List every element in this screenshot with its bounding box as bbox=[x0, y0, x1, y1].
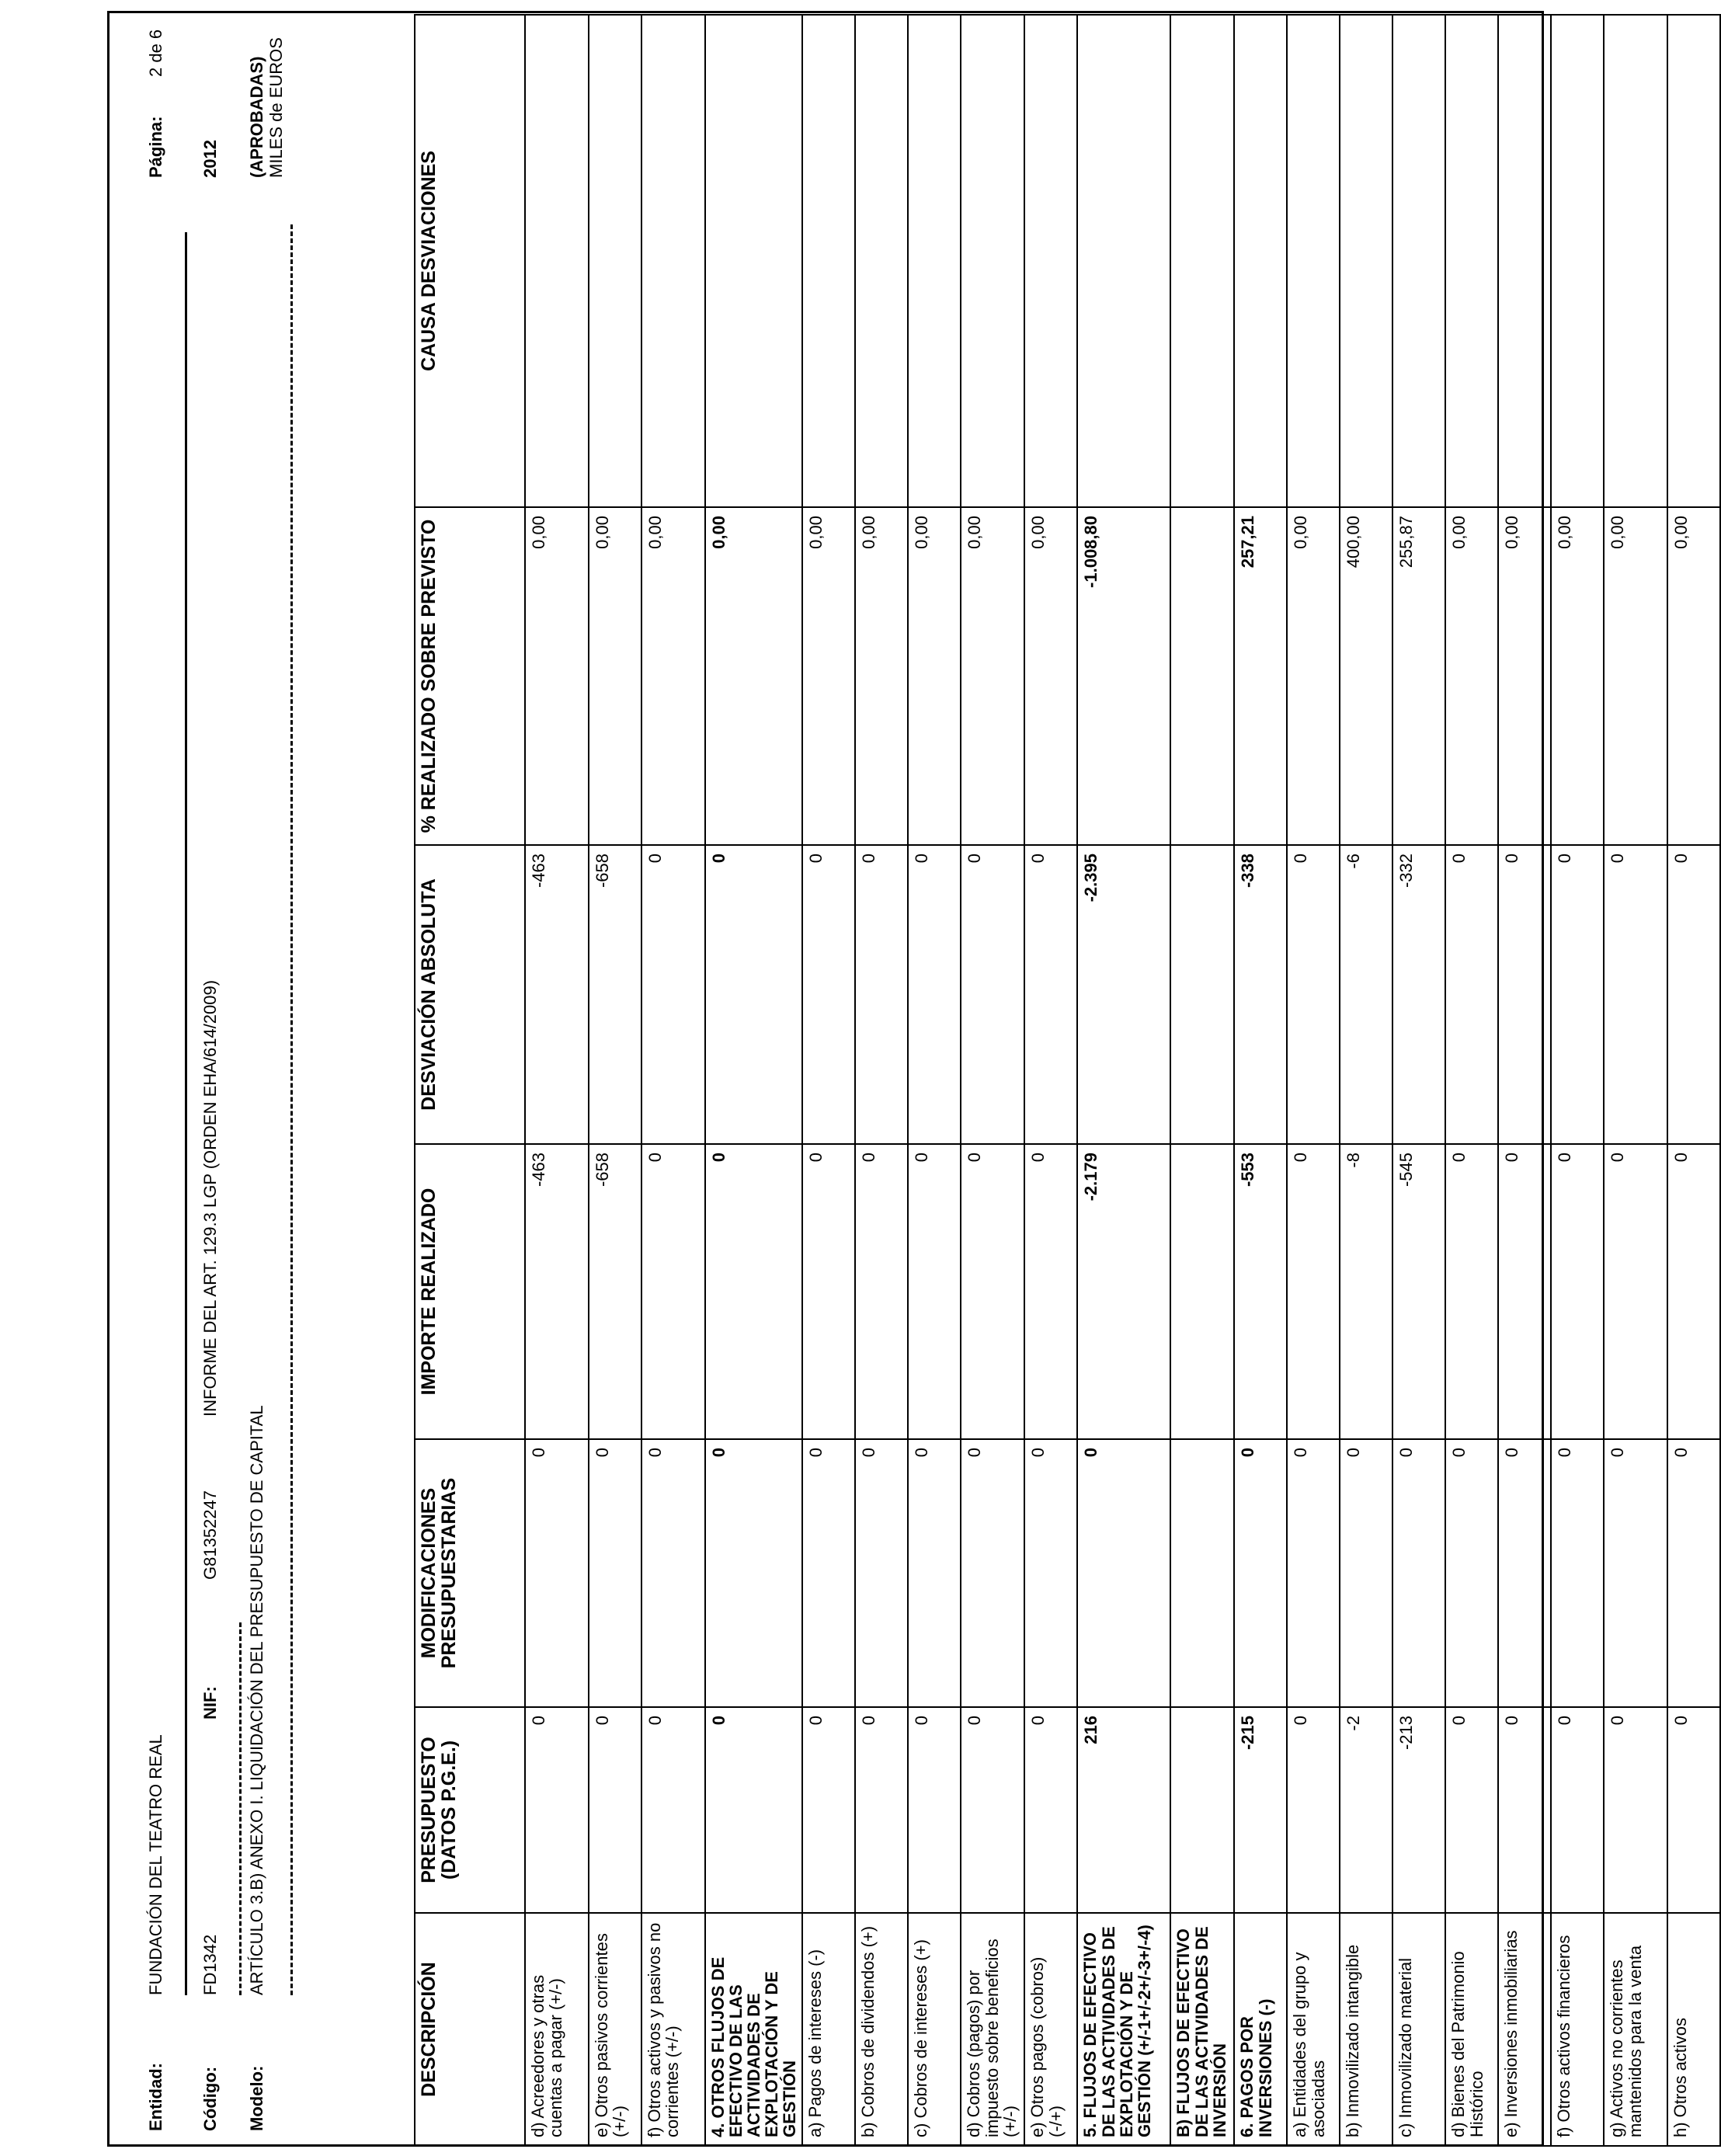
cell-descripcion: B) FLUJOS DE EFECTIVO DE LAS ACTIVIDADES DE INVERSIÓN bbox=[1170, 1913, 1234, 2146]
cell-descripcion: d) Bienes del Patrimonio Histórico bbox=[1445, 1913, 1498, 2146]
cell-modificaciones: 0 bbox=[961, 1439, 1024, 1707]
codigo-label: Código: bbox=[200, 2066, 220, 2131]
cell-importe-realizado: 0 bbox=[1024, 1144, 1077, 1439]
cell-desviacion-absoluta: 0 bbox=[961, 845, 1024, 1144]
cell-presupuesto: 0 bbox=[641, 1707, 705, 1913]
aprobadas: (APROBADAS) bbox=[247, 56, 266, 178]
cell-descripcion: e) Otros pagos (cobros) (-/+) bbox=[1024, 1913, 1077, 2146]
cell-descripcion: c) Cobros de intereses (+) bbox=[908, 1913, 961, 2146]
table-row bbox=[1498, 15, 1551, 2146]
cell-desviacion-absoluta: 0 bbox=[802, 845, 855, 1144]
cell-importe-realizado: 0 bbox=[641, 1144, 705, 1439]
cell-modificaciones: 0 bbox=[1604, 1439, 1667, 1707]
cell-modificaciones: 0 bbox=[802, 1439, 855, 1707]
cell-modificaciones: 0 bbox=[1077, 1439, 1170, 1707]
cell-modificaciones: 0 bbox=[641, 1439, 705, 1707]
cell-desviacion-absoluta: 0 bbox=[641, 845, 705, 1144]
nif-label: NIF: bbox=[200, 1686, 220, 1720]
table-row bbox=[1392, 15, 1445, 2146]
cell-causa-desviaciones bbox=[855, 15, 908, 507]
cell-causa-desviaciones bbox=[641, 15, 705, 507]
cell-importe-realizado: 0 bbox=[961, 1144, 1024, 1439]
cell-desviacion-absoluta: 0 bbox=[1445, 845, 1498, 1144]
cell-porcentaje-realizado: 0,00 bbox=[908, 507, 961, 845]
cell-causa-desviaciones bbox=[1077, 15, 1170, 507]
cell-presupuesto: 0 bbox=[589, 1707, 641, 1913]
cell-causa-desviaciones bbox=[1392, 15, 1445, 507]
cell-porcentaje-realizado: 0,00 bbox=[855, 507, 908, 845]
cell-importe-realizado: 0 bbox=[1287, 1144, 1340, 1439]
cell-causa-desviaciones bbox=[1667, 15, 1720, 507]
cell-presupuesto: 0 bbox=[961, 1707, 1024, 1913]
cell-presupuesto: 0 bbox=[1024, 1707, 1077, 1913]
table-row bbox=[1551, 15, 1604, 2146]
cell-porcentaje-realizado: 0,00 bbox=[961, 507, 1024, 845]
cell-presupuesto: 0 bbox=[705, 1707, 802, 1913]
cell-importe-realizado: 0 bbox=[908, 1144, 961, 1439]
table-body bbox=[525, 15, 1720, 2146]
modelo-value: ARTÍCULO 3.B) ANEXO I. LIQUIDACIÓN DEL PRESUPUESTO DE CAPITAL bbox=[247, 1405, 266, 1995]
table-row bbox=[1445, 15, 1498, 2146]
cell-importe-realizado: -2.179 bbox=[1077, 1144, 1170, 1439]
cell-descripcion: e) Otros pasivos corrientes (+/-) bbox=[589, 1913, 641, 2146]
cell-desviacion-absoluta: 0 bbox=[705, 845, 802, 1144]
cell-causa-desviaciones bbox=[589, 15, 641, 507]
col-importe-realizado: IMPORTE REALIZADO bbox=[415, 1144, 525, 1439]
table-row bbox=[908, 15, 961, 2146]
cell-causa-desviaciones bbox=[1551, 15, 1604, 507]
cell-porcentaje-realizado: 255,87 bbox=[1392, 507, 1445, 845]
cell-presupuesto bbox=[1170, 1707, 1234, 1913]
cell-causa-desviaciones bbox=[1340, 15, 1392, 507]
col-descripcion: DESCRIPCIÓN bbox=[415, 1913, 525, 2146]
header-underline bbox=[185, 232, 187, 1995]
cell-presupuesto: 0 bbox=[525, 1707, 589, 1913]
cell-presupuesto: 0 bbox=[1445, 1707, 1498, 1913]
cell-descripcion: b) Inmovilizado intangible bbox=[1340, 1913, 1392, 2146]
cell-causa-desviaciones bbox=[1498, 15, 1551, 507]
table-row bbox=[1234, 15, 1287, 2146]
cell-importe-realizado: 0 bbox=[802, 1144, 855, 1439]
cell-presupuesto: 0 bbox=[908, 1707, 961, 1913]
cell-desviacion-absoluta: 0 bbox=[908, 845, 961, 1144]
cell-modificaciones: 0 bbox=[705, 1439, 802, 1707]
nif-value: G81352247 bbox=[200, 1490, 220, 1580]
cell-causa-desviaciones bbox=[1024, 15, 1077, 507]
table-row bbox=[705, 15, 802, 2146]
cell-porcentaje-realizado: 400,00 bbox=[1340, 507, 1392, 845]
cell-modificaciones: 0 bbox=[1551, 1439, 1604, 1707]
cell-modificaciones bbox=[1170, 1439, 1234, 1707]
cell-descripcion: a) Entidades del grupo y asociadas bbox=[1287, 1913, 1340, 2146]
cell-presupuesto: 0 bbox=[1498, 1707, 1551, 1913]
cell-causa-desviaciones bbox=[802, 15, 855, 507]
cell-descripcion: a) Pagos de intereses (-) bbox=[802, 1913, 855, 2146]
entidad-value: FUNDACIÓN DEL TEATRO REAL bbox=[146, 1734, 165, 1995]
cell-porcentaje-realizado: 0,00 bbox=[1445, 507, 1498, 845]
table-row bbox=[855, 15, 908, 2146]
cell-modificaciones: 0 bbox=[1024, 1439, 1077, 1707]
cell-presupuesto: -215 bbox=[1234, 1707, 1287, 1913]
cell-presupuesto: 0 bbox=[1604, 1707, 1667, 1913]
cell-importe-realizado: 0 bbox=[1498, 1144, 1551, 1439]
cell-descripcion: e) Inversiones inmobiliarias bbox=[1498, 1913, 1551, 2146]
table-row bbox=[1170, 15, 1234, 2146]
cell-descripcion: c) Inmovilizado material bbox=[1392, 1913, 1445, 2146]
cell-descripcion: f) Otros activos financieros bbox=[1551, 1913, 1604, 2146]
liquidacion-table bbox=[414, 14, 1721, 2147]
cell-porcentaje-realizado: 0,00 bbox=[1551, 507, 1604, 845]
cell-porcentaje-realizado: 0,00 bbox=[1287, 507, 1340, 845]
cell-desviacion-absoluta: 0 bbox=[1287, 845, 1340, 1144]
cell-importe-realizado: -553 bbox=[1234, 1144, 1287, 1439]
cell-presupuesto: 0 bbox=[855, 1707, 908, 1913]
cell-modificaciones: 0 bbox=[1234, 1439, 1287, 1707]
cell-importe-realizado: 0 bbox=[1551, 1144, 1604, 1439]
cell-modificaciones: 0 bbox=[1498, 1439, 1551, 1707]
cell-descripcion: d) Cobros (pagos) por impuesto sobre beneficios (+/-) bbox=[961, 1913, 1024, 2146]
cell-porcentaje-realizado: -1.008,80 bbox=[1077, 507, 1170, 845]
cell-desviacion-absoluta: -2.395 bbox=[1077, 845, 1170, 1144]
cell-descripcion: d) Acreedores y otras cuentas a pagar (+/-) bbox=[525, 1913, 589, 2146]
col-porcentaje-realizado: % REALIZADO SOBRE PREVISTO bbox=[415, 507, 525, 845]
cell-causa-desviaciones bbox=[705, 15, 802, 507]
cell-presupuesto: 0 bbox=[1287, 1707, 1340, 1913]
table-header-row bbox=[415, 15, 525, 2146]
cell-porcentaje-realizado: 0,00 bbox=[802, 507, 855, 845]
cell-importe-realizado: 0 bbox=[705, 1144, 802, 1439]
cell-presupuesto: -2 bbox=[1340, 1707, 1392, 1913]
table-row bbox=[1340, 15, 1392, 2146]
cell-porcentaje-realizado: 0,00 bbox=[705, 507, 802, 845]
unidad: MILES de EUROS bbox=[266, 37, 286, 178]
cell-presupuesto: 0 bbox=[802, 1707, 855, 1913]
col-causa-desviaciones: CAUSA DESVIACIONES bbox=[415, 15, 525, 507]
cell-modificaciones: 0 bbox=[1667, 1439, 1720, 1707]
cell-modificaciones: 0 bbox=[525, 1439, 589, 1707]
cell-desviacion-absoluta: -332 bbox=[1392, 845, 1445, 1144]
cell-desviacion-absoluta: 0 bbox=[1551, 845, 1604, 1144]
cell-importe-realizado: 0 bbox=[1604, 1144, 1667, 1439]
year: 2012 bbox=[200, 140, 220, 178]
table-row bbox=[1024, 15, 1077, 2146]
cell-descripcion: 5. FLUJOS DE EFECTIVO DE LAS ACTIVIDADES DE EXPLOTACIÓN Y DE GESTIÓN (+/-1+/-2+/-3+/-4) bbox=[1077, 1913, 1170, 2146]
cell-causa-desviaciones bbox=[1604, 15, 1667, 507]
cell-porcentaje-realizado: 0,00 bbox=[525, 507, 589, 845]
cell-desviacion-absoluta: -338 bbox=[1234, 845, 1287, 1144]
codigo-dash bbox=[239, 1622, 242, 1995]
table-row bbox=[641, 15, 705, 2146]
cell-desviacion-absoluta: 0 bbox=[1667, 845, 1720, 1144]
cell-causa-desviaciones bbox=[961, 15, 1024, 507]
cell-porcentaje-realizado: 0,00 bbox=[1498, 507, 1551, 845]
cell-desviacion-absoluta bbox=[1170, 845, 1234, 1144]
cell-importe-realizado: -545 bbox=[1392, 1144, 1445, 1439]
cell-modificaciones: 0 bbox=[1445, 1439, 1498, 1707]
pagina-label: Página: bbox=[146, 116, 165, 178]
codigo-value: FD1342 bbox=[200, 1934, 220, 1995]
cell-modificaciones: 0 bbox=[855, 1439, 908, 1707]
cell-importe-realizado: 0 bbox=[855, 1144, 908, 1439]
table-row bbox=[1077, 15, 1170, 2146]
pagina-value: 2 de 6 bbox=[146, 29, 165, 77]
cell-porcentaje-realizado: 0,00 bbox=[1667, 507, 1720, 845]
cell-importe-realizado: -658 bbox=[589, 1144, 641, 1439]
table-row bbox=[1667, 15, 1720, 2146]
table-row bbox=[525, 15, 589, 2146]
col-desviacion-absoluta: DESVIACIÓN ABSOLUTA bbox=[415, 845, 525, 1144]
cell-modificaciones: 0 bbox=[1287, 1439, 1340, 1707]
col-modificaciones: MODIFICACIONES PRESUPUESTARIAS bbox=[415, 1439, 525, 1707]
cell-presupuesto: 216 bbox=[1077, 1707, 1170, 1913]
cell-descripcion: b) Cobros de dividendos (+) bbox=[855, 1913, 908, 2146]
col-presupuesto: PRESUPUESTO (DATOS P.G.E.) bbox=[415, 1707, 525, 1913]
table-row bbox=[1287, 15, 1340, 2146]
cell-presupuesto: -213 bbox=[1392, 1707, 1445, 1913]
modelo-dash bbox=[290, 224, 293, 1995]
cell-causa-desviaciones bbox=[1287, 15, 1340, 507]
cell-porcentaje-realizado bbox=[1170, 507, 1234, 845]
cell-desviacion-absoluta: 0 bbox=[855, 845, 908, 1144]
cell-causa-desviaciones bbox=[525, 15, 589, 507]
cell-porcentaje-realizado: 0,00 bbox=[1024, 507, 1077, 845]
cell-importe-realizado: -8 bbox=[1340, 1144, 1392, 1439]
cell-modificaciones: 0 bbox=[908, 1439, 961, 1707]
cell-descripcion: g) Activos no corrientes mantenidos para la venta bbox=[1604, 1913, 1667, 2146]
cell-porcentaje-realizado: 0,00 bbox=[1604, 507, 1667, 845]
table-row bbox=[1604, 15, 1667, 2146]
cell-importe-realizado bbox=[1170, 1144, 1234, 1439]
modelo-label: Modelo: bbox=[247, 2065, 266, 2131]
informe-title: INFORME DEL ART. 129.3 LGP (ORDEN EHA/614/2009) bbox=[200, 979, 220, 1417]
cell-causa-desviaciones bbox=[1234, 15, 1287, 507]
cell-porcentaje-realizado: 0,00 bbox=[589, 507, 641, 845]
cell-presupuesto: 0 bbox=[1667, 1707, 1720, 1913]
cell-causa-desviaciones bbox=[908, 15, 961, 507]
table-row bbox=[961, 15, 1024, 2146]
cell-descripcion: f) Otros activos y pasivos no corrientes (+/-) bbox=[641, 1913, 705, 2146]
cell-descripcion: h) Otros activos bbox=[1667, 1913, 1720, 2146]
cell-desviacion-absoluta: 0 bbox=[1498, 845, 1551, 1144]
cell-descripcion: 4. OTROS FLUJOS DE EFECTIVO DE LAS ACTIVIDADES DE EXPLOTACIÓN Y DE GESTIÓN bbox=[705, 1913, 802, 2146]
cell-modificaciones: 0 bbox=[1392, 1439, 1445, 1707]
rotated-document bbox=[107, 11, 1691, 2147]
cell-porcentaje-realizado: 257,21 bbox=[1234, 507, 1287, 845]
cell-importe-realizado: 0 bbox=[1667, 1144, 1720, 1439]
cell-desviacion-absoluta: -6 bbox=[1340, 845, 1392, 1144]
entidad-label: Entidad: bbox=[146, 2063, 165, 2131]
cell-modificaciones: 0 bbox=[1340, 1439, 1392, 1707]
cell-causa-desviaciones bbox=[1170, 15, 1234, 507]
cell-modificaciones: 0 bbox=[589, 1439, 641, 1707]
table-row bbox=[589, 15, 641, 2146]
cell-desviacion-absoluta: -463 bbox=[525, 845, 589, 1144]
cell-importe-realizado: -463 bbox=[525, 1144, 589, 1439]
cell-importe-realizado: 0 bbox=[1445, 1144, 1498, 1439]
cell-presupuesto: 0 bbox=[1551, 1707, 1604, 1913]
cell-porcentaje-realizado: 0,00 bbox=[641, 507, 705, 845]
cell-causa-desviaciones bbox=[1445, 15, 1498, 507]
cell-desviacion-absoluta: -658 bbox=[589, 845, 641, 1144]
cell-descripcion: 6. PAGOS POR INVERSIONES (-) bbox=[1234, 1913, 1287, 2146]
cell-desviacion-absoluta: 0 bbox=[1604, 845, 1667, 1144]
table-row bbox=[802, 15, 855, 2146]
cell-desviacion-absoluta: 0 bbox=[1024, 845, 1077, 1144]
